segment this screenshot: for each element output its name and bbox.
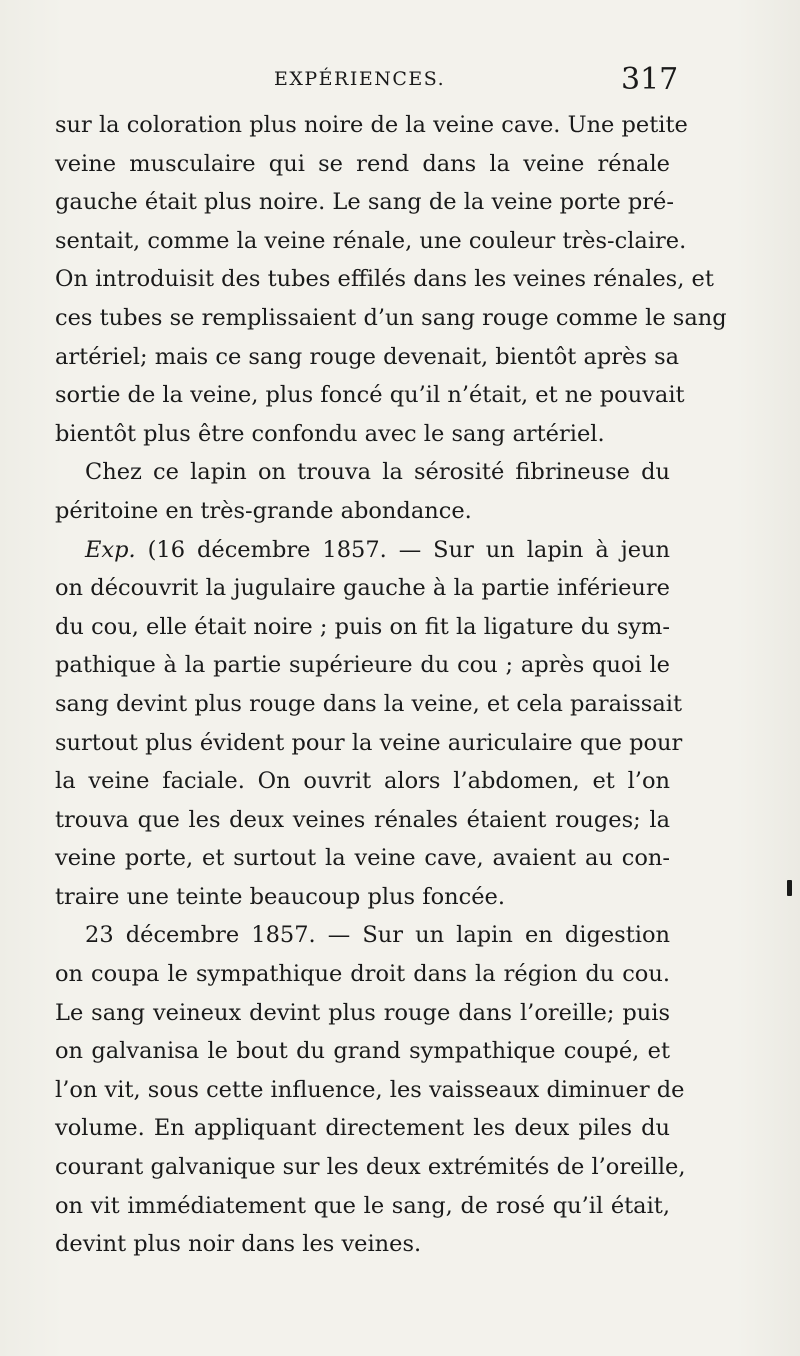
text-line: sentait, comme la veine rénale, une couleur très-claire. bbox=[55, 227, 687, 254]
text-line: Le sang veineux devint plus rouge dans l’oreille; puis bbox=[55, 999, 670, 1026]
text-line: du cou, elle était noire ; puis on fit la ligature du sym- bbox=[55, 613, 670, 640]
margin-ink-mark bbox=[787, 880, 792, 896]
text-line: artériel; mais ce sang rouge devenait, bientôt après sa bbox=[55, 343, 680, 370]
text-line: veine porte, et surtout la veine cave, avaient au con- bbox=[55, 845, 670, 872]
text-line: sang devint plus rouge dans la veine, et cela paraissait bbox=[55, 690, 682, 717]
text-line: ces tubes se remplissaient d’un sang rouge comme le sang bbox=[55, 304, 727, 331]
text-line: courant galvanique sur les deux extrémités de l’oreille, bbox=[55, 1154, 686, 1181]
text-line: surtout plus évident pour la veine auriculaire que pour bbox=[55, 729, 683, 756]
text-line: traire une teinte beaucoup plus foncée. bbox=[55, 883, 505, 910]
text-line: On introduisit des tubes effilés dans les veines rénales, et bbox=[55, 266, 714, 293]
text-line: 23 décembre 1857. — Sur un lapin en digestion bbox=[85, 922, 670, 949]
text-line: la veine faciale. On ouvrit alors l’abdomen, et l’on bbox=[55, 768, 670, 795]
text-line: on galvanisa le bout du grand sympathique coupé, et bbox=[55, 1038, 670, 1065]
text-line: veine musculaire qui se rend dans la veine rénale bbox=[55, 150, 670, 177]
text-line-rest: (16 décembre 1857. — Sur un lapin à jeun bbox=[147, 536, 670, 563]
text-line: devint plus noir dans les veines. bbox=[55, 1231, 422, 1258]
text-line: bientôt plus être confondu avec le sang artériel. bbox=[55, 420, 605, 447]
page-header bbox=[274, 62, 679, 102]
text-line: pathique à la partie supérieure du cou ; après quoi le bbox=[55, 652, 670, 679]
text-line: Chez ce lapin on trouva la sérosité fibrineuse du bbox=[85, 459, 670, 486]
page-number: 317 bbox=[621, 62, 679, 97]
text-line: l’on vit, sous cette influence, les vaisseaux diminuer de bbox=[55, 1076, 685, 1103]
exp-label: Exp. bbox=[85, 536, 136, 563]
text-line: trouva que les deux veines rénales étaient rouges; la bbox=[55, 806, 670, 833]
running-head: EXPÉRIENCES. bbox=[274, 68, 446, 90]
text-line: on découvrit la jugulaire gauche à la partie inférieure bbox=[55, 575, 670, 602]
body-text bbox=[55, 106, 727, 1264]
text-line: sortie de la veine, plus foncé qu’il n’était, et ne pouvait bbox=[55, 382, 685, 409]
text-line-exp bbox=[55, 531, 670, 570]
text-line: péritoine en très-grande abondance. bbox=[55, 497, 472, 524]
text-line: volume. En appliquant directement les deux piles du bbox=[55, 1115, 670, 1142]
text-line: on vit immédiatement que le sang, de rosé qu’il était, bbox=[55, 1192, 670, 1219]
text-line: gauche était plus noire. Le sang de la veine porte pré- bbox=[55, 189, 674, 216]
text-line: on coupa le sympathique droit dans la région du cou. bbox=[55, 961, 670, 988]
text-line: sur la coloration plus noire de la veine cave. Une petite bbox=[55, 112, 688, 138]
